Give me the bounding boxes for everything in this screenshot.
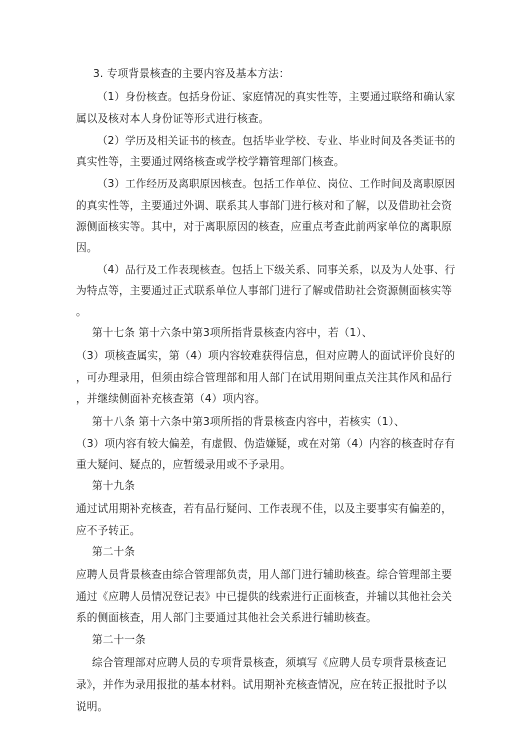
text-line: （4）品行及工作表现核查。包括上下级关系、同事关系，以及为人处事、行	[97, 264, 456, 276]
text-line: 通过《应聘人员情况登记表》中已提供的线索进行正面核查，并辅以其他社会关	[76, 591, 453, 603]
text-line: 第十七条 第十六条中第3项所指背景核查内容中，若（1）、	[92, 327, 373, 339]
text-line: （3）项核查属实，第（4）项内容较难获得信息，但对应聘人的面试评价良好的	[76, 350, 456, 362]
text-line: 3. 专项背景核查的主要内容及基本方法：	[93, 68, 290, 80]
text-line: ，可办理录用，但须由综合管理部和用人部门在试用期间重点关注其作风和品行	[76, 372, 453, 384]
text-line: 第二十一条	[92, 634, 146, 646]
text-line: 第十八条 第十六条中第3项所指的背景核查内容中，若核实（1）、	[92, 416, 405, 428]
text-line: 应不予转正。	[76, 525, 141, 537]
text-line: 真实性等，主要通过网络核查或学校学籍管理部门核查。	[76, 156, 345, 168]
text-line: 。	[76, 306, 87, 318]
text-line: （3）项内容有较大偏差，有虚假、伪造嫌疑，或在对第（4）内容的核查时存有	[76, 438, 456, 450]
text-line: （1）身份核查。包括身份证、家庭情况的真实性等，主要通过联络和确认家	[97, 91, 456, 103]
text-line: 源侧面核实等。其中，对于离职原因的核查，应重点考查此前两家单位的离职原	[76, 221, 453, 233]
text-line: 的真实性等，主要通过外调、联系其人事部门进行核对和了解，以及借助社会资	[76, 200, 453, 212]
text-line: 应聘人员背景核查由综合管理部负责，用人部门进行辅助核查。综合管理部主要	[76, 569, 453, 581]
text-line: 因。	[76, 242, 98, 254]
text-line: 综合管理部对应聘人员的专项背景核查，须填写《应聘人员专项背景核查记	[92, 657, 447, 669]
text-line: 属以及核对本人身份证等形式进行核查。	[76, 113, 270, 125]
text-line: 说明。	[76, 701, 109, 713]
text-line: （2）学历及相关证书的核查。包括毕业学校、专业、毕业时间及各类证书的	[97, 135, 456, 147]
text-line: 重大疑问、疑点的，应暂缓录用或不予录用。	[76, 459, 291, 471]
text-line: 第二十条	[92, 546, 135, 558]
text-line: 通过试用期补充核查，若有品行疑问、工作表现不佳，以及主要事实有偏差的，	[76, 503, 453, 515]
text-line: 录》，并作为录用报批的基本材料。试用期补充核查情况，应在转正报批时予以	[76, 679, 447, 691]
text-line: ，并继续侧面补充核查第（4）项内容。	[76, 393, 266, 405]
text-line: （3）工作经历及离职原因核查。包括工作单位、岗位、工作时间及离职原因	[97, 178, 456, 190]
text-line: 为特点等，主要通过正式联系单位人事部门进行了解或借助社会资源侧面核实等	[76, 285, 453, 297]
text-line: 第十九条	[92, 480, 135, 492]
text-line: 系的侧面核查，用人部门主要通过其他社会关系进行辅助核查。	[76, 612, 377, 624]
